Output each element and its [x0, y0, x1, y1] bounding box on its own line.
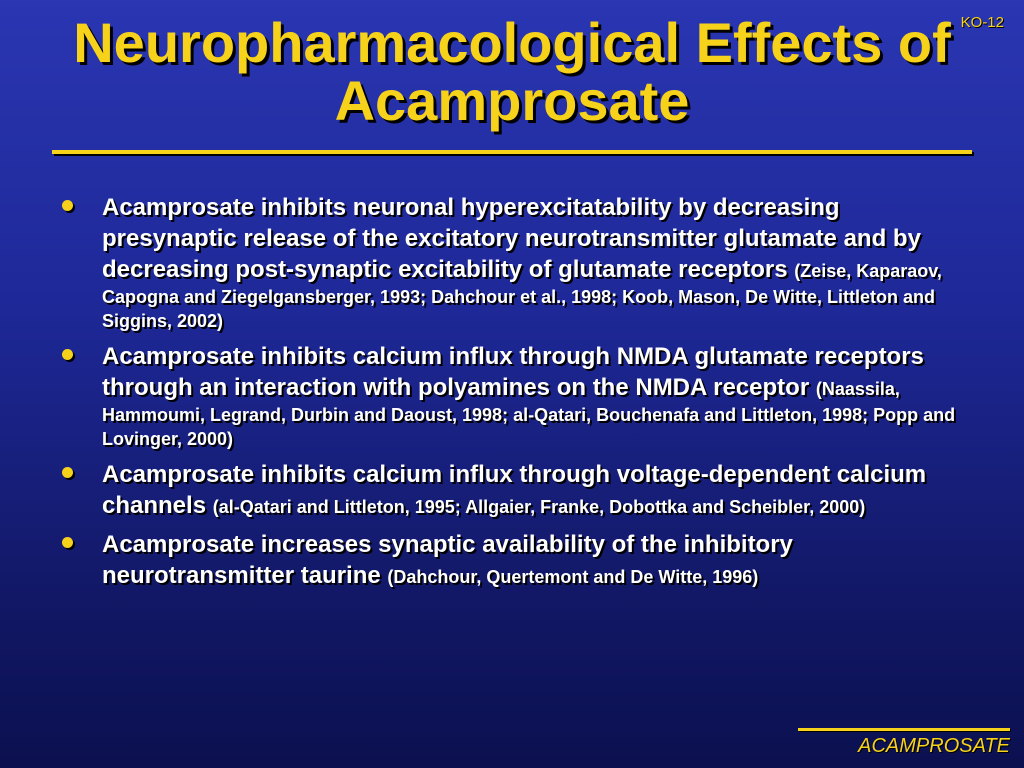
title-underline — [52, 150, 972, 154]
bullet-text: Acamprosate inhibits calcium influx through voltage-dependent calcium channels — [102, 461, 927, 519]
bullet-dot-icon — [62, 200, 73, 211]
bullet-citation: (Dahchour, Quertemont and De Witte, 1996) — [387, 567, 759, 587]
footer-label: ACAMPROSATE — [858, 735, 1010, 757]
bullet-citation: (Naassila, Hammoumi, Legrand, Durbin and Daoust, 1998; al-Qatari, Bouchenafa and Littleton, 1998; Popp and Lovinger, 2000) — [102, 379, 956, 449]
bullet-citation: (Zeise, Kaparaov, Capogna and Ziegelgansberger, 1993; Dahchour et al., 1998; Koob, Mason, De Witte, Littleton and Siggins, 2002) — [102, 261, 942, 331]
bullet-dot-icon — [62, 537, 73, 548]
bullet-text: Acamprosate inhibits neuronal hyperexcitatability by decreasing presynaptic release of the excitatory neurotransmitter glutamate and by decreasing post-synaptic excitability of glutamate receptors — [102, 194, 921, 283]
bullet-text: Acamprosate increases synaptic availability of the inhibitory neurotransmitter taurine — [102, 531, 793, 589]
bullet-item — [60, 192, 970, 333]
bullet-item — [60, 459, 970, 521]
bullet-dot-icon — [62, 467, 73, 478]
slide-title: Neuropharmacological Effects of Acamprosate — [73, 11, 951, 132]
bullet-item — [60, 529, 970, 591]
footer-rule — [798, 728, 1010, 731]
bullet-citation: (al-Qatari and Littleton, 1995; Allgaier, Franke, Dobottka and Scheibler, 2000) — [212, 497, 866, 517]
bullet-list — [60, 192, 970, 599]
bullet-dot-icon — [62, 349, 73, 360]
bullet-text: Acamprosate inhibits calcium influx through NMDA glutamate receptors through an interaction with polyamines on the NMDA receptor — [102, 343, 924, 401]
slide-code: KO-12 — [960, 14, 1004, 31]
bullet-item — [60, 341, 970, 451]
